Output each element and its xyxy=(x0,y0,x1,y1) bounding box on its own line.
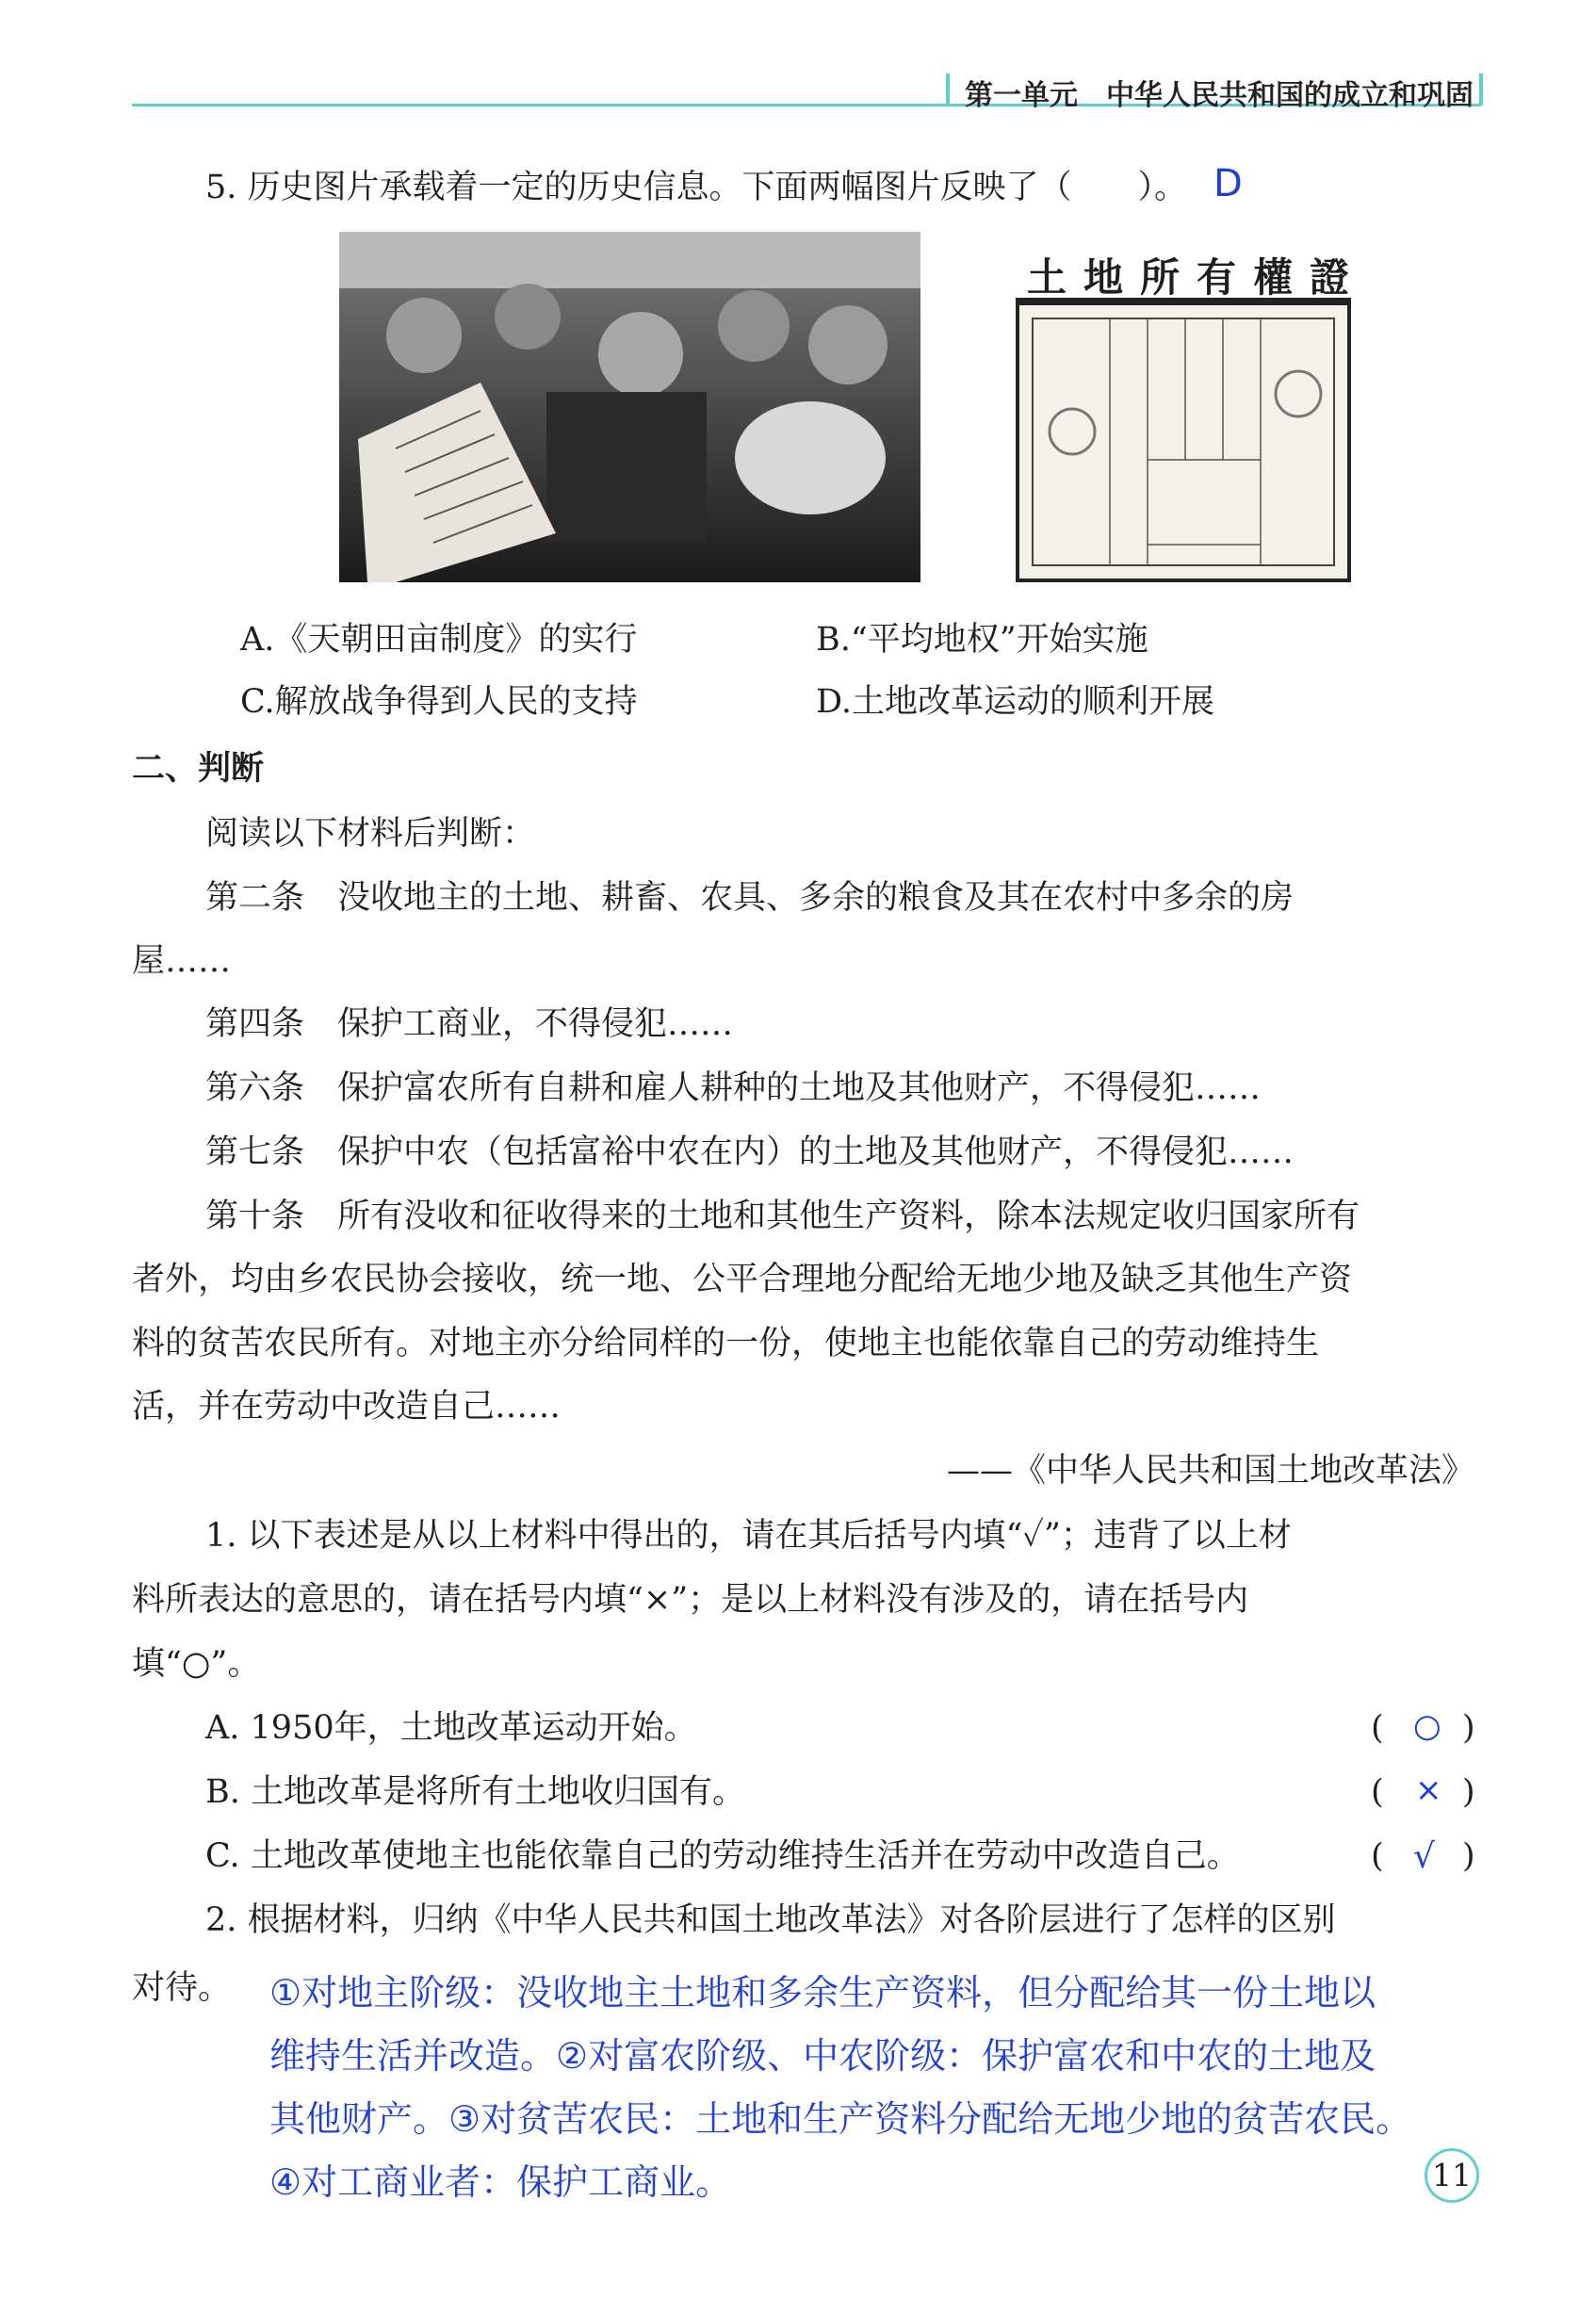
q1-answer-c: √ xyxy=(1413,1837,1435,1876)
q5-answer: D xyxy=(1213,162,1243,205)
q1-answer-b: × xyxy=(1415,1771,1442,1809)
material-line: 料的贫苦农民所有。对地主亦分给同样的一份，使地主也能依靠自己的劳动维持生 xyxy=(132,1325,1320,1362)
q1-answer-a: ○ xyxy=(1413,1707,1441,1745)
q5-option-c: C.解放战争得到人民的支持 xyxy=(240,683,638,721)
header-tick-right xyxy=(1479,73,1483,106)
q5-option-b: B.“平均地权”开始实施 xyxy=(816,621,1148,659)
bracket-close: ) xyxy=(1462,1773,1475,1811)
material-line: 第十条 所有没收和征收得来的土地和其他生产资料，除本法规定收归国家所有 xyxy=(205,1198,1360,1235)
bracket-open: ( xyxy=(1371,1837,1384,1875)
material-source: ——《中华人民共和国土地改革法》 xyxy=(947,1452,1475,1490)
q2-answer-line: ①对地主阶级：没收地主土地和多余生产资料，但分配给其一份土地以 xyxy=(269,1972,1376,2013)
bracket-close: ) xyxy=(1462,1837,1475,1875)
q1-stem-line: 1. 以下表述是从以上材料中得出的，请在其后括号内填“✓”；违背了以上材 xyxy=(205,1517,1292,1555)
q2-stem-line: 2. 根据材料，归纳《中华人民共和国土地改革法》对各阶层进行了怎样的区别 xyxy=(205,1901,1336,1939)
q2-stem-line: 对待。 xyxy=(132,1969,232,2007)
page-number: 11 xyxy=(1425,2148,1479,2203)
q1-stem-line: 填“○”。 xyxy=(132,1645,261,1683)
q5-stem: 5. 历史图片承载着一定的历史信息。下面两幅图片反映了（ ）。 xyxy=(205,169,1188,206)
bracket-open: ( xyxy=(1371,1773,1384,1811)
material-line: 第六条 保护富农所有自耕和雇人耕种的土地及其他财产，不得侵犯…… xyxy=(205,1069,1262,1107)
section-title: 二、判断 xyxy=(132,750,265,788)
unit-title: 第一单元 中华人民共和国的成立和巩固 xyxy=(965,79,1474,112)
q1-item-c: C. 土地改革使地主也能依靠自己的劳动维持生活并在劳动中改造自己。 xyxy=(205,1837,1240,1875)
q1-stem-line: 料所表达的意思的，请在括号内填“×”；是以上材料没有涉及的，请在括号内 xyxy=(132,1581,1249,1619)
certificate-title: 土地所有權證 xyxy=(1027,254,1367,301)
land-reform-crowd-photo xyxy=(339,232,920,582)
q5-option-a: A.《天朝田亩制度》的实行 xyxy=(240,621,638,659)
q2-answer-line: ④对工商业者：保护工商业。 xyxy=(269,2161,732,2203)
material-line: 第二条 没收地主的土地、耕畜、农具、多余的粮食及其在农村中多余的房 xyxy=(205,879,1295,917)
q2-answer-line: 其他财产。③对贫苦农民：土地和生产资料分配给无地少地的贫苦农民。 xyxy=(269,2098,1412,2140)
material-line: 者外，均由乡农民协会接收，统一地、公平合理地分配给无地少地及缺乏其他生产资 xyxy=(132,1261,1353,1298)
q1-item-b: B. 土地改革是将所有土地收归国有。 xyxy=(205,1773,745,1811)
bracket-close: ) xyxy=(1462,1709,1475,1747)
q1-item-a: A. 1950年，土地改革运动开始。 xyxy=(205,1709,697,1747)
q2-answer-line: 维持生活并改造。②对富农阶级、中农阶级：保护富农和中农的土地及 xyxy=(269,2035,1376,2077)
material-line: 屋…… xyxy=(132,942,232,980)
material-line: 活，并在劳动中改造自己…… xyxy=(132,1388,562,1426)
header-tick-left xyxy=(946,73,950,106)
material-intro: 阅读以下材料后判断： xyxy=(205,815,536,853)
bracket-open: ( xyxy=(1371,1709,1384,1747)
material-line: 第四条 保护工商业，不得侵犯…… xyxy=(205,1005,734,1043)
material-line: 第七条 保护中农（包括富裕中农在内）的土地及其他财产，不得侵犯…… xyxy=(205,1133,1295,1171)
q5-option-d: D.土地改革运动的顺利开展 xyxy=(816,683,1214,721)
